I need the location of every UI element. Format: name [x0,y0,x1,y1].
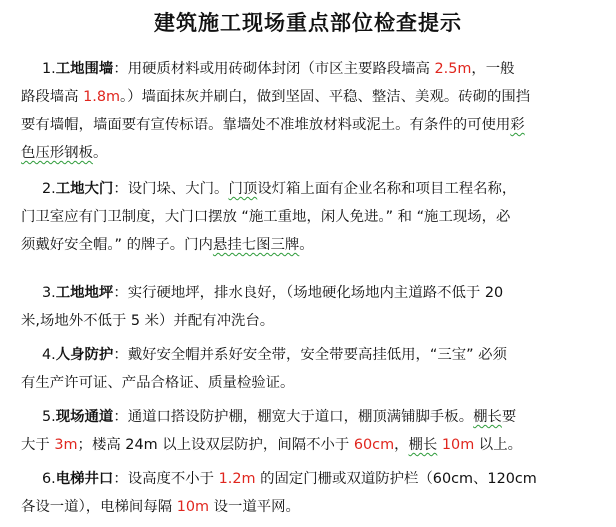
item-heading: 人身防护 [55,347,114,363]
paragraph-line [21,465,599,493]
body-text: 米,场地外不低于 5 米）并配有冲洗台。 [21,313,275,329]
marked-text: 门顶 [228,181,258,197]
paragraph-line [21,111,599,139]
page-title: 建筑施工现场重点部位检查提示 [154,10,462,35]
item-gate [21,175,599,259]
body-text: 设灯箱上面有企业名称和项目工程名称， [257,181,517,197]
item-passage [21,403,599,459]
marked-text: 棚长 [473,409,502,425]
body-text: 。）墙面抹灰并刷白，做到坚固、平稳、整洁、美观。砖砌的围挡 [120,89,531,105]
item-protection [21,341,599,397]
body-text: 。 [299,237,314,253]
paragraph-line [21,403,599,431]
highlight-value: 2.5m [434,61,472,77]
body-text: ：戴好安全帽并系好安全带，安全带要高挂低用，“三宝” 必须 [113,347,507,363]
item-number: 4. [42,347,56,363]
paragraph-line [21,175,599,203]
paragraph-line [21,493,599,521]
paragraph-line [21,203,599,231]
body-text: 各设一道），电梯间每隔 [21,499,177,515]
marked-text: 色压形钢板 [21,145,93,161]
item-elevator [21,465,599,521]
body-text: 设一道平网。 [209,499,300,515]
body-text: ：设高度不小于 [113,471,219,487]
item-heading: 工地大门 [55,181,114,197]
highlight-value: 1.2m [218,471,256,487]
paragraph-line [21,431,599,459]
item-heading: 工地围墙 [55,61,114,77]
body-text: 要 [501,409,517,425]
item-number: 6. [42,471,56,487]
body-text: 有生产许可证、产品合格证、质量检验证。 [21,375,295,391]
body-text: 须戴好安全帽。” 的牌子。门内 [21,237,213,253]
paragraph-line [21,307,599,335]
body-text: ：实行硬地坪，排水良好，（场地硬化场地内主道路不低于 20 [113,285,504,301]
body-text: 大于 [21,437,55,453]
body-text: 。 [92,145,108,161]
marked-text: 彩 [510,117,525,133]
item-heading: 工地地坪 [55,285,114,301]
body-text: 的固定门栅或双道防护栏（60cm、120cm [255,471,537,487]
body-text: ；楼高 24m 以上设双层防护，间隔不小于 [77,437,354,453]
body-text: 要有墙帽，墙面要有宣传标语。靠墙处不准堆放材料或泥土。有条件的可使用 [21,117,511,133]
body-text: 门卫室应有门卫制度，大门口摆放 “施工重地，闲人免进。” 和 “施工现场，必 [21,209,511,225]
body-text: ：设门垛、大门。 [113,181,229,197]
paragraph-line [21,83,599,111]
body-text: 以上。 [474,437,522,453]
body-text: ， [394,437,409,453]
body-text: ：用硬质材料或用砖砌体封闭（市区主要路段墙高 [113,61,435,77]
marked-text: 棚长 [408,437,438,453]
paragraph-line [21,279,599,307]
paragraph-line [21,369,599,397]
paragraph-line [21,231,599,259]
highlight-value: 3m [54,437,78,453]
body-text: 路段墙高 [21,89,84,105]
paragraph-line [21,341,599,369]
body-text: ：通道口搭设防护棚，棚宽大于道口，棚顶满铺脚手板。 [113,409,474,425]
paragraph-line [21,139,599,167]
item-ground [21,279,599,335]
highlight-value: 10m [441,437,475,453]
marked-text: 悬挂七图三牌 [212,237,300,253]
item-number: 2. [42,181,56,197]
item-heading: 电梯井口 [55,471,114,487]
item-number: 3. [42,285,56,301]
highlight-value: 60cm [353,437,395,453]
item-number: 1. [42,61,56,77]
highlight-value: 10m [176,499,210,515]
paragraph-line [21,55,599,83]
item-number: 5. [42,409,56,425]
item-heading: 现场通道 [55,409,114,425]
highlight-value: 1.8m [83,89,121,105]
body-text: ，一般 [471,61,515,77]
item-wall [21,55,599,167]
